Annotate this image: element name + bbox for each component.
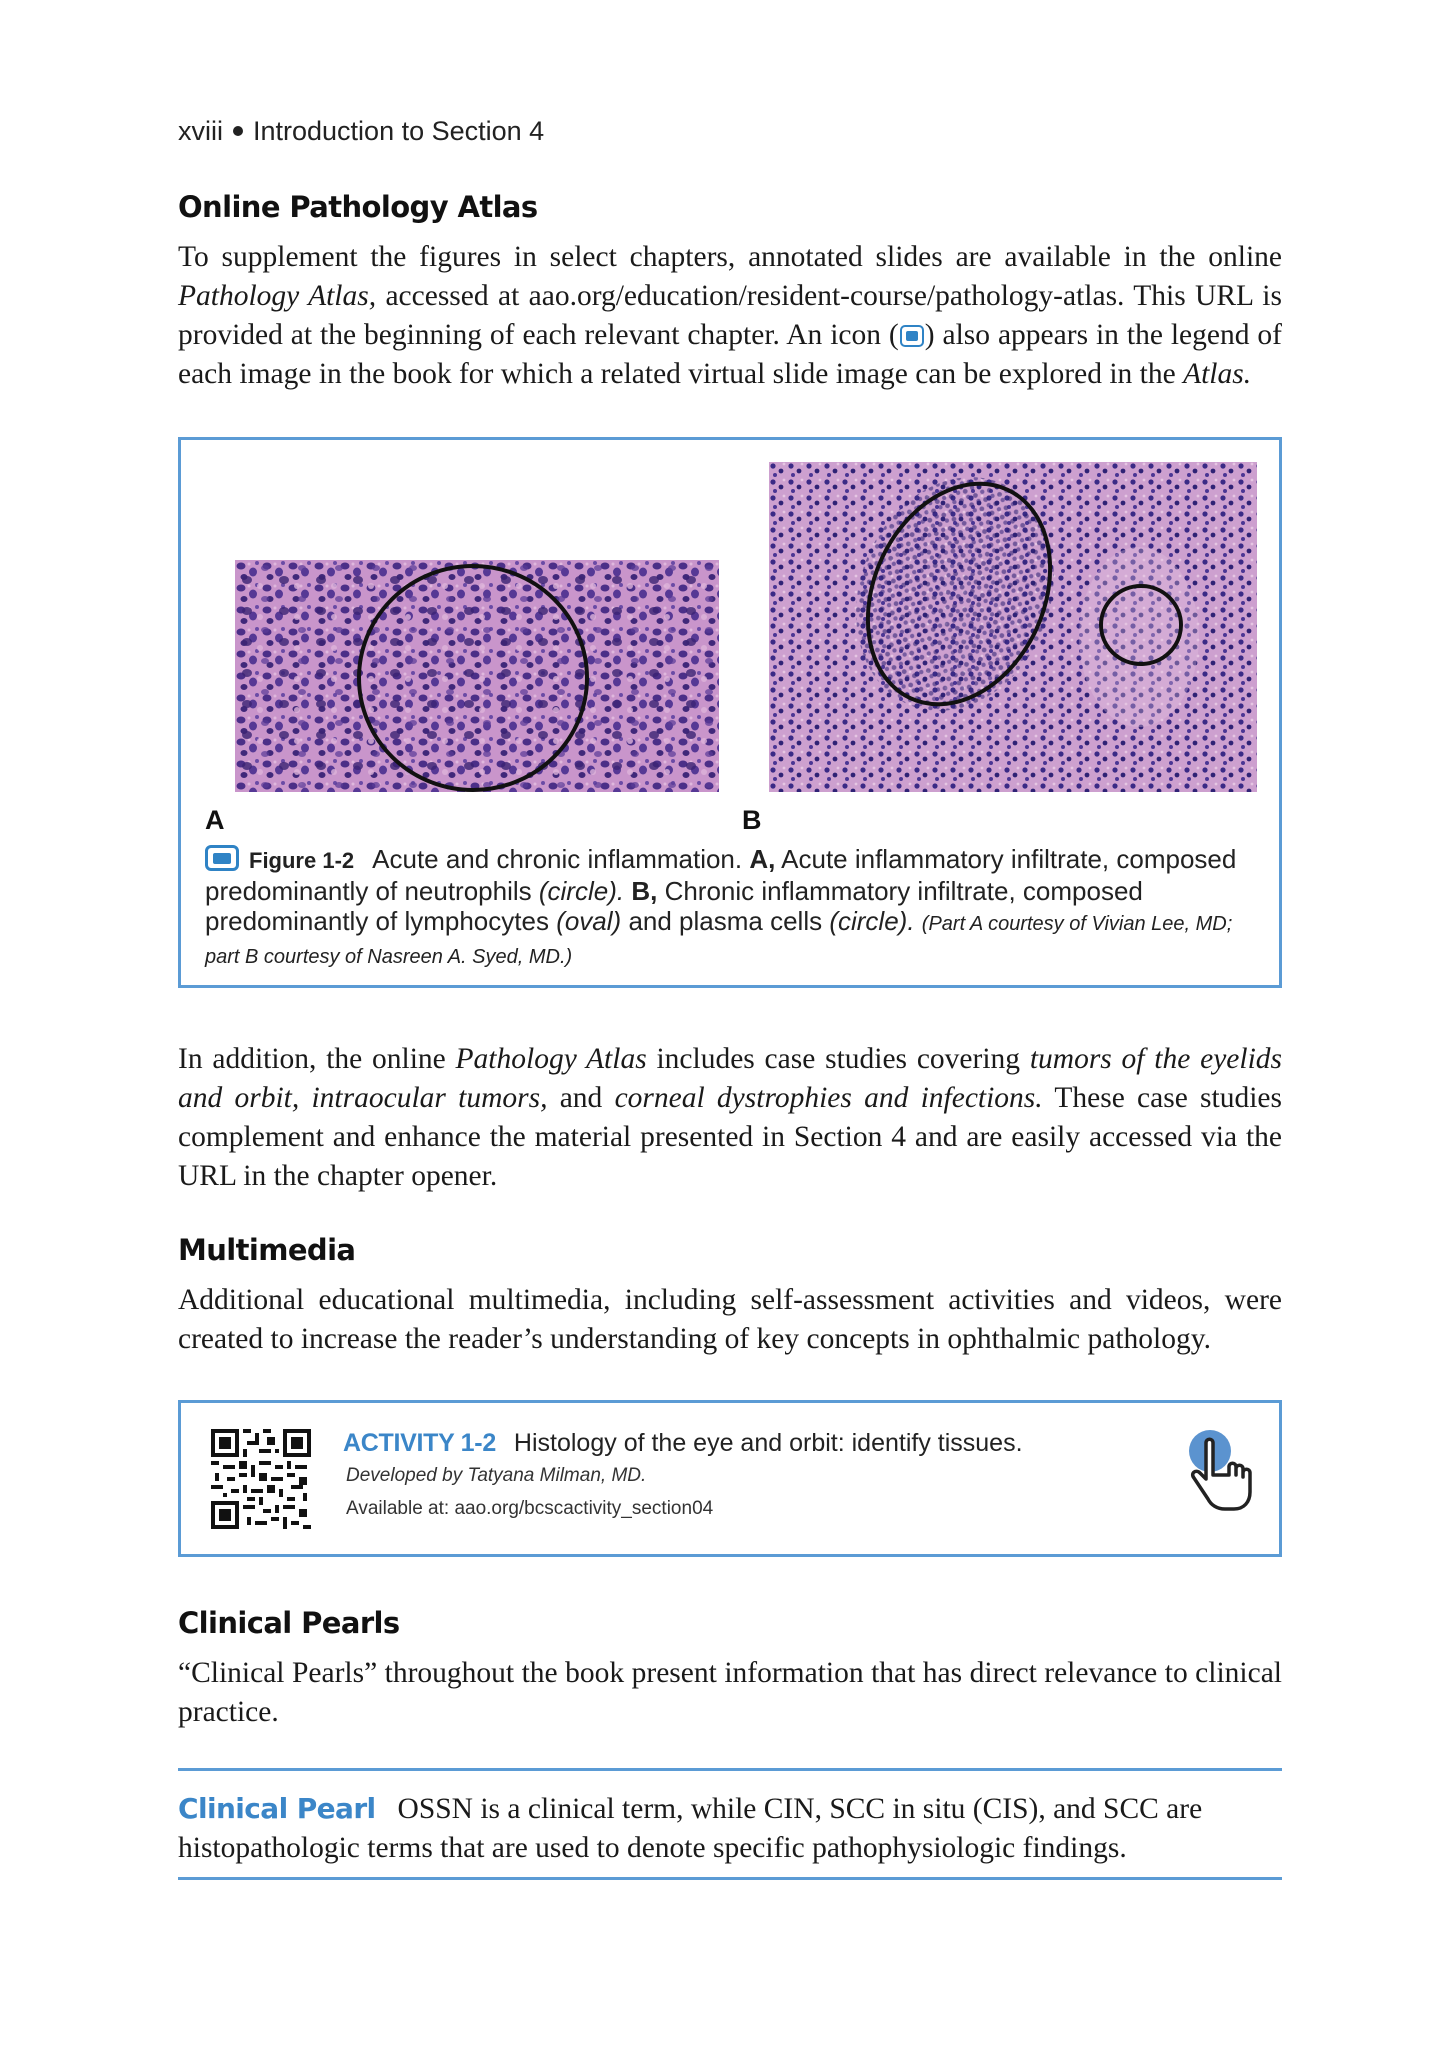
bullet-dot [233,126,243,136]
caption-text-3: Chronic inflammatory infiltrate, composed predominantly of lymphocytes [205,876,1143,936]
atlas-text-1: To supplement the figures in select chapters, annotated slides are available in the online [178,241,1282,273]
activity-url[interactable]: Available at: aao.org/bcscactivity_section04 [346,1498,714,1519]
caption-circle-2: (circle). [829,906,915,936]
figure-box [178,437,1282,988]
caption-a-label: A, [749,844,776,874]
running-head [178,116,544,147]
clinical-pearl-body: OSSN is a clinical term, while CIN, SCC in situ (CIS), and SCC are histopathologic terms that are used to denote specific pathophysiologic findings. [178,1793,1203,1864]
histology-image-a [235,560,719,792]
clinical-pearl-text [178,1789,1282,1868]
addition-text-1: In addition, the online [178,1043,446,1075]
histology-b-svg [769,462,1257,792]
addition-italic-1: Pathology Atlas [455,1043,647,1075]
atlas-text-3: ) also appears in the legend of each image in the book for which a related virtual slide image can be explored in the [178,319,1282,390]
addition-text-3: and [559,1082,603,1114]
clinical-pearl-box [178,1768,1282,1880]
addition-text-2: includes case studies covering [656,1043,1021,1075]
histology-image-b [769,462,1257,792]
activity-title-line [343,1429,1023,1458]
figure-label: Figure 1-2 [249,848,355,873]
activity-developer: Developed by Tatyana Milman, MD. [346,1465,647,1486]
histology-a-svg [235,560,719,792]
caption-text-4: and plasma cells [628,906,823,936]
activity-label: ACTIVITY 1-2 [343,1429,496,1457]
figure-caption [205,844,1255,972]
pearls-paragraph: “Clinical Pearls” throughout the book present information that has direct relevance to clinical practice. [178,1657,1282,1728]
atlas-heading: Online Pathology Atlas [178,190,538,224]
page-number: xviii [178,116,223,146]
pointing-hand-icon[interactable] [1184,1429,1256,1519]
addition-italic-3: corneal dystrophies and infections. [614,1082,1043,1114]
clinical-pearl-label: Clinical Pearl [178,1792,376,1825]
activity-title: Histology of the eye and orbit: identify tissues. [513,1429,1023,1457]
panel-a-letter: A [205,805,225,835]
pearls-heading: Clinical Pearls [178,1606,400,1640]
caption-oval: (oval) [556,906,622,936]
running-head-title: Introduction to Section 4 [253,116,545,146]
caption-text-2: Acute inflammatory infiltrate, composed predominantly of neutrophils [205,844,1237,906]
virtual-slide-icon [900,325,924,347]
multimedia-paragraph: Additional educational multimedia, including self-assessment activities and videos, were created to increase the reader’s understanding of key concepts in ophthalmic pathology. [178,1284,1282,1355]
atlas-text-2: accessed at aao.org/education/resident-course/pathology-atlas. This URL is provided at the beginning of each relevant chapter. An icon ( [178,280,1282,351]
caption-b-label: B, [631,876,658,906]
atlas-text-italic: Pathology Atlas, [178,280,377,312]
addition-italic-2: tumors of the eyelids and orbit, intraocular tumors, [178,1043,1282,1114]
caption-text-1: Acute and chronic inflammation. [372,844,743,874]
atlas-text-italic-2: Atlas. [1183,358,1252,390]
figure-credit: (Part A courtesy of Vivian Lee, MD; part B courtesy of Nasreen A. Syed, MD.) [205,913,1233,968]
qr-code-icon[interactable] [211,1429,311,1529]
multimedia-heading: Multimedia [178,1233,356,1267]
atlas-paragraph [178,238,1282,394]
addition-paragraph [178,1040,1282,1196]
virtual-slide-icon[interactable] [205,845,239,871]
addition-text-4: These case studies complement and enhance the material presented in Section 4 and are easily accessed via the URL in the chapter opener. [178,1082,1283,1192]
caption-circle-1: (circle). [538,876,625,906]
activity-box [178,1400,1282,1557]
panel-b-letter: B [742,805,762,835]
